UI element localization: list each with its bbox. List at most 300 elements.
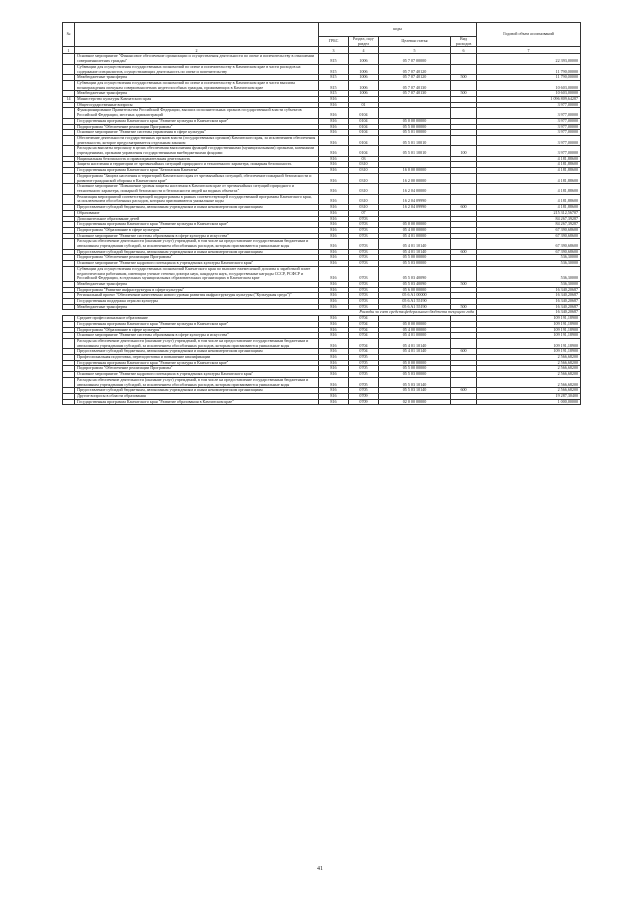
- row-razd: 0703: [349, 287, 379, 293]
- table-row: [63, 54, 581, 64]
- row-vr: 600: [451, 349, 477, 355]
- row-grbs: 816: [319, 394, 349, 400]
- row-no: [63, 80, 75, 90]
- row-cs: 16 2 04 09990: [379, 194, 451, 204]
- row-razd: 0703: [349, 281, 379, 287]
- row-name: Межбюджетные трансферты: [75, 75, 319, 81]
- row-grbs: 816: [319, 168, 349, 174]
- row-razd: 0709: [349, 394, 379, 400]
- row-razd: 0703: [349, 261, 379, 267]
- row-sum: 109 191,18900: [477, 333, 581, 339]
- row-no: [63, 377, 75, 387]
- row-cs: 05 0 00 00000: [379, 360, 451, 366]
- row-name: Предоставление субсидий бюджетным, автономным учреждениям и иным некоммерческим организациям: [75, 349, 319, 355]
- row-sum: 16 340,20687: [477, 304, 581, 310]
- row-name: Среднее профессиональное образование: [75, 316, 319, 322]
- row-name: Подпрограмма "Обеспечение реализации Программы": [75, 255, 319, 261]
- col-number: 5: [379, 47, 451, 54]
- row-no: 14: [63, 97, 75, 103]
- row-razd: 0704: [349, 338, 379, 348]
- row-cs: 16 2 04 09990: [379, 205, 451, 211]
- row-no: [63, 399, 75, 405]
- row-razd: 0310: [349, 205, 379, 211]
- row-grbs: 815: [319, 64, 349, 74]
- row-grbs: 816: [319, 372, 349, 378]
- row-razd: 07: [349, 210, 379, 216]
- row-name: Расходы на обеспечение деятельности (оказание услуг) учреждений, в том числе на предоставление государственным бюджетным и автономным учреждениям субсидий, за исключением обособленных расходов, которым присваиваются уникальные коды: [75, 338, 319, 348]
- row-name: Основное мероприятие "Развитие системы образования в сфере культуры и искусства": [75, 333, 319, 339]
- row-grbs: 816: [319, 216, 349, 222]
- row-no: [63, 135, 75, 145]
- row-name: Региональный проект "Обеспечение качественно нового уровня развития инфраструктуры культуры ("Культурная среда")": [75, 293, 319, 299]
- row-sum: 4 181,88600: [477, 194, 581, 204]
- row-name: Предоставление субсидий бюджетным, автономным учреждениям и иным некоммерческим организациям: [75, 205, 319, 211]
- row-razd: 0705: [349, 366, 379, 372]
- row-grbs: 816: [319, 249, 349, 255]
- row-name: Основное мероприятие "Повышение уровня защиты населения в Камчатском крае от чрезвычайных ситуаций природного и техногенного характера, пожарной безопасности и безопасности людей на водных объектах": [75, 184, 319, 194]
- row-cs: 05 5 01 10010: [379, 135, 451, 145]
- row-sum: 4 181,88600: [477, 162, 581, 168]
- col-number: 2: [75, 47, 319, 54]
- row-sum: 4 181,88600: [477, 184, 581, 194]
- row-grbs: 815: [319, 75, 349, 81]
- row-grbs: 816: [319, 316, 349, 322]
- row-cs: 05 5 00 00000: [379, 124, 451, 130]
- row-razd: 0703: [349, 227, 379, 233]
- row-grbs: 816: [319, 194, 349, 204]
- row-sum: 16 340,20687: [477, 310, 581, 316]
- row-cs: 05 5 01 00000: [379, 130, 451, 136]
- row-name: Межбюджетные трансферты: [75, 281, 319, 287]
- row-vr: 100: [451, 146, 477, 156]
- row-cs: 05 4 01 10140: [379, 349, 451, 355]
- row-sum: 67 390,68600: [477, 249, 581, 255]
- row-name: Функционирование Правительства Российской Федерации, высших исполнительных органов государственной власти субъектов Российской Федерации, местных администраций: [75, 108, 319, 118]
- row-razd: 0104: [349, 118, 379, 124]
- row-razd: 1006: [349, 54, 379, 64]
- row-grbs: 816: [319, 355, 349, 361]
- row-vr: [451, 135, 477, 145]
- col-number: 6: [451, 47, 477, 54]
- row-sum: 10 603,00000: [477, 91, 581, 97]
- row-name: Государственная программа Камчатского края "Развитие культуры в Камчатском крае": [75, 360, 319, 366]
- row-no: [63, 266, 75, 281]
- row-grbs: 816: [319, 333, 349, 339]
- row-grbs: 816: [319, 261, 349, 267]
- row-cs: 05 4 01 10140: [379, 338, 451, 348]
- row-razd: 0104: [349, 135, 379, 145]
- row-cs: 05 5 03 40090: [379, 281, 451, 287]
- row-sum: 67 390,68600: [477, 233, 581, 239]
- row-grbs: 816: [319, 266, 349, 281]
- row-cs: 05 5 03 00000: [379, 372, 451, 378]
- header-grbs: ГРБС: [319, 37, 349, 47]
- row-cs: 05 0 00 00000: [379, 321, 451, 327]
- table-row: [63, 80, 581, 90]
- row-name: Министерство культуры Камчатского края: [75, 97, 319, 103]
- row-vr: [451, 194, 477, 204]
- row-name: Предоставление субсидий бюджетным, автономным учреждениям и иным некоммерческим организациям: [75, 249, 319, 255]
- row-razd: 0104: [349, 130, 379, 136]
- row-razd: 0704: [349, 321, 379, 327]
- table-row: [63, 266, 581, 281]
- row-razd: 0705: [349, 360, 379, 366]
- row-sum: 3 977,00000: [477, 108, 581, 118]
- row-grbs: 816: [319, 97, 349, 103]
- row-vr: 500: [451, 75, 477, 81]
- row-cs: 05 5 03 00000: [379, 261, 451, 267]
- row-cs: 05 7 07 40120: [379, 64, 451, 74]
- row-razd: 0104: [349, 146, 379, 156]
- row-cs: 05 4 00 00000: [379, 327, 451, 333]
- row-sum: 84 267,39287: [477, 216, 581, 222]
- row-sum: 2 566,68200: [477, 372, 581, 378]
- row-sum: 1 000,00000: [477, 399, 581, 405]
- row-name: Субвенции для осуществления государственных полномочий Камчатского края по выплате ежемесячной доплаты к заработной плате педагогическим работникам, имеющим ученые степени доктора наук, кандидата наук, государственные награды СССР, РСФСР и Российской Федерации, в отдельных муниципальных образовательных организациях в Камчатском крае: [75, 266, 319, 281]
- row-sum: 2 566,68200: [477, 366, 581, 372]
- row-no: [63, 194, 75, 204]
- row-grbs: 816: [319, 227, 349, 233]
- row-grbs: 816: [319, 135, 349, 145]
- row-vr: [451, 173, 477, 183]
- row-no: [63, 64, 75, 74]
- row-vr: [451, 266, 477, 281]
- row-name: Межбюджетные трансферты: [75, 91, 319, 97]
- row-grbs: 816: [319, 233, 349, 239]
- row-razd: 0310: [349, 168, 379, 174]
- row-razd: 0704: [349, 333, 379, 339]
- row-name: Профессиональная подготовка, переподготовка и повышение квалификации: [75, 355, 319, 361]
- table-row: [63, 338, 581, 348]
- row-cs: 05 7 07 00000: [379, 54, 451, 64]
- row-grbs: 816: [319, 321, 349, 327]
- row-razd: 0703: [349, 222, 379, 228]
- row-sum: 536,30000: [477, 266, 581, 281]
- row-no: [63, 184, 75, 194]
- row-razd: 0703: [349, 299, 379, 305]
- table-row: [63, 194, 581, 204]
- row-name: Субвенции для осуществления государственных полномочий по опеке и попечительству в Камчатском крае в части выплаты вознаграждения опекунам совершеннолетних недееспособных граждан, проживающих в Камчатском крае: [75, 80, 319, 90]
- row-name: Основное мероприятие "Развитие кадрового потенциала в учреждениях культуры Камчатского края": [75, 372, 319, 378]
- row-sum: 4 181,88600: [477, 156, 581, 162]
- row-name: Государственная программа Камчатского края "Развитие культуры в Камчатском крае": [75, 222, 319, 228]
- table-row: [63, 64, 581, 74]
- row-razd: 0709: [349, 399, 379, 405]
- row-name: Национальная безопасность и правоохранительная деятельность: [75, 156, 319, 162]
- page-number: 41: [317, 866, 323, 872]
- row-sum: 16 340,20687: [477, 299, 581, 305]
- row-cs: 05 5 01 10010: [379, 146, 451, 156]
- row-name: Государственная программа Камчатского края "Развитие культуры в Камчатском крае": [75, 321, 319, 327]
- row-grbs: 816: [319, 287, 349, 293]
- row-vr: 600: [451, 249, 477, 255]
- row-name: Основное мероприятие "Развитие системы управления в сфере культуры": [75, 130, 319, 136]
- row-grbs: 816: [319, 108, 349, 118]
- row-grbs: 815: [319, 54, 349, 64]
- column-number-row: [63, 47, 581, 54]
- col-number: 3: [319, 47, 349, 54]
- row-razd: 0705: [349, 377, 379, 387]
- row-cs: 05 6 00 00000: [379, 287, 451, 293]
- table-row: [63, 173, 581, 183]
- row-name: Образование: [75, 210, 319, 216]
- row-no: [63, 146, 75, 156]
- row-sum: 3 977,00000: [477, 118, 581, 124]
- row-sum: 2 566,68200: [477, 360, 581, 366]
- row-grbs: 816: [319, 399, 349, 405]
- table-row: [63, 377, 581, 387]
- row-grbs: 816: [319, 124, 349, 130]
- row-razd: 0703: [349, 304, 379, 310]
- row-cs: 05 4 01 00000: [379, 333, 451, 339]
- row-grbs: 816: [319, 299, 349, 305]
- row-vr: 600: [451, 205, 477, 211]
- row-name: Подпрограмма "Обеспечение реализации Программы": [75, 124, 319, 130]
- row-grbs: 816: [319, 222, 349, 228]
- budget-table: [62, 22, 581, 405]
- header-name: [75, 23, 319, 47]
- row-grbs: 816: [319, 210, 349, 216]
- table-body: [63, 54, 581, 405]
- row-no: [63, 338, 75, 348]
- row-cs: [379, 108, 451, 118]
- row-grbs: 816: [319, 118, 349, 124]
- row-grbs: 816: [319, 366, 349, 372]
- row-name: Расходы за счет средств федерального бюджета текущего года: [63, 310, 477, 316]
- row-vr: 500: [451, 304, 477, 310]
- row-cs: 05 5 03 10140: [379, 388, 451, 394]
- header-codes: коды: [319, 23, 477, 37]
- row-name: Межбюджетные трансферты: [75, 304, 319, 310]
- row-grbs: 816: [319, 173, 349, 183]
- row-grbs: 816: [319, 205, 349, 211]
- row-cs: 05 6 A1 55190: [379, 304, 451, 310]
- row-sum: 1 096 809,64287: [477, 97, 581, 103]
- row-razd: 0704: [349, 349, 379, 355]
- row-sum: 3 977,00000: [477, 146, 581, 156]
- header-no: №: [63, 23, 75, 47]
- table-row: [63, 146, 581, 156]
- row-razd: 0310: [349, 194, 379, 204]
- budget-table-scan: [62, 22, 580, 405]
- row-sum: 22 393,00000: [477, 54, 581, 64]
- row-name: Реализация мероприятий соответствующей подпрограммы в рамках соответствующей государственной программы Камчатского края, за исключением обособленных расходов, которым присваиваются уникальные коды: [75, 194, 319, 204]
- row-razd: 1006: [349, 80, 379, 90]
- row-razd: 1006: [349, 75, 379, 81]
- row-grbs: 816: [319, 102, 349, 108]
- row-sum: 3 977,00000: [477, 102, 581, 108]
- row-vr: [451, 338, 477, 348]
- row-vr: [451, 399, 477, 405]
- row-no: [63, 239, 75, 249]
- row-razd: 0104: [349, 124, 379, 130]
- row-sum: 109 191,18900: [477, 349, 581, 355]
- row-razd: 0704: [349, 316, 379, 322]
- row-cs: 16 2 00 00000: [379, 173, 451, 183]
- row-vr: [451, 80, 477, 90]
- row-vr: 600: [451, 388, 477, 394]
- row-name: Государственная программа Камчатского края "Развитие культуры в Камчатском крае": [75, 118, 319, 124]
- row-name: Основное мероприятие "Финансовое обеспечение организации и осуществления деятельности по опеке и попечительству в отношении совершеннолетних граждан": [75, 54, 319, 64]
- row-name: Расходы на обеспечение деятельности (оказание услуг) учреждений, в том числе на предоставление государственным бюджетным и автономным учреждениям субсидий, за исключением обособленных расходов, которым присваиваются уникальные коды: [75, 377, 319, 387]
- row-sum: 11 790,00000: [477, 64, 581, 74]
- row-grbs: 816: [319, 239, 349, 249]
- row-cs: 16 0 00 00000: [379, 168, 451, 174]
- row-sum: 19 287,30400: [477, 394, 581, 400]
- row-sum: 2 566,68200: [477, 377, 581, 387]
- row-sum: 215 312,56707: [477, 210, 581, 216]
- row-vr: [451, 377, 477, 387]
- col-number: 4: [349, 47, 379, 54]
- row-grbs: 816: [319, 255, 349, 261]
- row-sum: 3 977,00000: [477, 130, 581, 136]
- row-sum: 4 181,88600: [477, 205, 581, 211]
- row-grbs: 816: [319, 304, 349, 310]
- row-razd: 0703: [349, 239, 379, 249]
- row-razd: 0310: [349, 173, 379, 183]
- table-row: [63, 184, 581, 194]
- row-sum: 2 566,68200: [477, 355, 581, 361]
- table-row: [63, 108, 581, 118]
- row-razd: 0703: [349, 255, 379, 261]
- row-cs: 05 6 A1 00000: [379, 293, 451, 299]
- row-sum: 11 790,00000: [477, 75, 581, 81]
- row-razd: 0703: [349, 233, 379, 239]
- row-razd: 0705: [349, 388, 379, 394]
- header-vr: Вид расходов: [451, 37, 477, 47]
- row-no: [63, 54, 75, 64]
- row-cs: 05 7 07 40130: [379, 80, 451, 90]
- row-cs: 05 5 00 00000: [379, 255, 451, 261]
- row-sum: 16 340,20687: [477, 287, 581, 293]
- row-sum: 536,30000: [477, 261, 581, 267]
- row-razd: 0703: [349, 216, 379, 222]
- row-grbs: 816: [319, 130, 349, 136]
- col-number: 1: [63, 47, 75, 54]
- row-sum: 109 191,18900: [477, 316, 581, 322]
- row-grbs: 816: [319, 156, 349, 162]
- table-row: [63, 239, 581, 249]
- row-cs: 05 4 00 00000: [379, 227, 451, 233]
- col-number: 7: [477, 47, 581, 54]
- header-sum: Годовой объем ассигнований: [477, 23, 581, 47]
- row-cs: 05 7 07 40120: [379, 75, 451, 81]
- row-vr: [451, 239, 477, 249]
- row-razd: 0703: [349, 293, 379, 299]
- row-cs: 05 6 A1 55190: [379, 299, 451, 305]
- row-name: Основное мероприятие "Развитие кадрового потенциала в учреждениях культуры Камчатского края": [75, 261, 319, 267]
- row-grbs: 816: [319, 338, 349, 348]
- row-cs: 05 4 01 10140: [379, 239, 451, 249]
- row-grbs: 816: [319, 377, 349, 387]
- row-grbs: 816: [319, 327, 349, 333]
- row-cs: 02 0 00 00000: [379, 399, 451, 405]
- row-name: Подпрограмма "Образование в сфере культуры": [75, 327, 319, 333]
- row-name: Государственная программа Камчатского края "Безопасная Камчатка": [75, 168, 319, 174]
- row-sum: 16 340,20687: [477, 293, 581, 299]
- row-grbs: 816: [319, 293, 349, 299]
- row-name: Расходы на выплаты персоналу в целях обеспечения выполнения функций государственными (муниципальными) органами, казенными учреждениями, органами управления государственными внебюджетными фондами: [75, 146, 319, 156]
- row-sum: 109 191,18900: [477, 338, 581, 348]
- row-no: [63, 108, 75, 118]
- row-cs: 05 5 00 00000: [379, 366, 451, 372]
- row-razd: 1006: [349, 91, 379, 97]
- row-razd: 0703: [349, 249, 379, 255]
- row-grbs: 815: [319, 80, 349, 90]
- row-name: Защита населения и территории от чрезвычайных ситуаций природного и техногенного характера, пожарная безопасность: [75, 162, 319, 168]
- row-grbs: 815: [319, 91, 349, 97]
- row-name: Расходы на обеспечение деятельности (оказание услуг) учреждений, в том числе на предоставление государственным бюджетным и автономным учреждениям субсидий, за исключением обособленных расходов, которым присваиваются уникальные коды: [75, 239, 319, 249]
- row-sum: 536,30000: [477, 255, 581, 261]
- row-sum: 536,30000: [477, 281, 581, 287]
- row-sum: 67 390,68600: [477, 227, 581, 233]
- row-name: Подпрограмма "Развитие инфраструктуры в сфере культуры": [75, 287, 319, 293]
- row-name: Предоставление субсидий бюджетным, автономным учреждениям и иным некоммерческим организациям: [75, 388, 319, 394]
- row-name: Государственная поддержка отрасли культуры: [75, 299, 319, 305]
- row-sum: 67 390,68600: [477, 239, 581, 249]
- row-razd: 0705: [349, 372, 379, 378]
- row-grbs: 816: [319, 162, 349, 168]
- row-sum: 3 977,00000: [477, 135, 581, 145]
- row-name: Подпрограмма "Обеспечение реализации Программы": [75, 366, 319, 372]
- row-name: Государственная программа Камчатского края "Развитие образования в Камчатском крае": [75, 399, 319, 405]
- row-name: Общегосударственные вопросы: [75, 102, 319, 108]
- row-grbs: 816: [319, 184, 349, 194]
- row-grbs: 816: [319, 388, 349, 394]
- row-name: Подпрограмма "Защита населения и территорий Камчатского края от чрезвычайных ситуаций, обеспечение пожарной безопасности и развитие гражданской обороны в Камчатском крае": [75, 173, 319, 183]
- row-cs: 16 2 04 00000: [379, 184, 451, 194]
- row-vr: [451, 54, 477, 64]
- row-cs: 05 4 01 10140: [379, 249, 451, 255]
- row-vr: [451, 184, 477, 194]
- row-name: Дополнительное образование детей: [75, 216, 319, 222]
- row-razd: 0703: [349, 266, 379, 281]
- row-cs: 05 7 07 40130: [379, 91, 451, 97]
- header-cs: Целевая статья: [379, 37, 451, 47]
- row-cs: 05 0 00 00000: [379, 118, 451, 124]
- header-razdel: Раздел, под-раздел: [349, 37, 379, 47]
- row-razd: 0310: [349, 162, 379, 168]
- row-sum: 10 603,00000: [477, 80, 581, 90]
- table-row: [63, 399, 581, 405]
- row-sum: 4 181,88600: [477, 168, 581, 174]
- row-razd: 03: [349, 156, 379, 162]
- row-razd: 0104: [349, 108, 379, 118]
- row-razd: 01: [349, 102, 379, 108]
- row-grbs: 816: [319, 360, 349, 366]
- row-cs: 05 0 00 00000: [379, 222, 451, 228]
- row-sum: 3 977,00000: [477, 124, 581, 130]
- row-sum: 84 267,39287: [477, 222, 581, 228]
- row-name: Субвенции для осуществления государственных полномочий по опеке и попечительству в Камчатском крае в части расходов на содержание специалистов, осуществляющих деятельность по опеке и попечительству: [75, 64, 319, 74]
- row-sum: 2 566,68200: [477, 388, 581, 394]
- row-cs: 05 5 03 10140: [379, 377, 451, 387]
- row-razd: 0705: [349, 355, 379, 361]
- row-vr: [451, 64, 477, 74]
- table-row: [63, 135, 581, 145]
- row-cs: 05 4 01 00000: [379, 233, 451, 239]
- row-vr: 500: [451, 91, 477, 97]
- row-grbs: 816: [319, 281, 349, 287]
- row-sum: 109 191,18900: [477, 321, 581, 327]
- row-no: [63, 173, 75, 183]
- row-sum: 109 191,18900: [477, 327, 581, 333]
- row-razd: 0704: [349, 327, 379, 333]
- row-name: Другие вопросы в области образования: [75, 394, 319, 400]
- row-cs: 05 5 03 40090: [379, 266, 451, 281]
- row-name: Подпрограмма "Образование в сфере культуры": [75, 227, 319, 233]
- row-name: Основное мероприятие "Развитие системы образования в сфере культуры и искусства": [75, 233, 319, 239]
